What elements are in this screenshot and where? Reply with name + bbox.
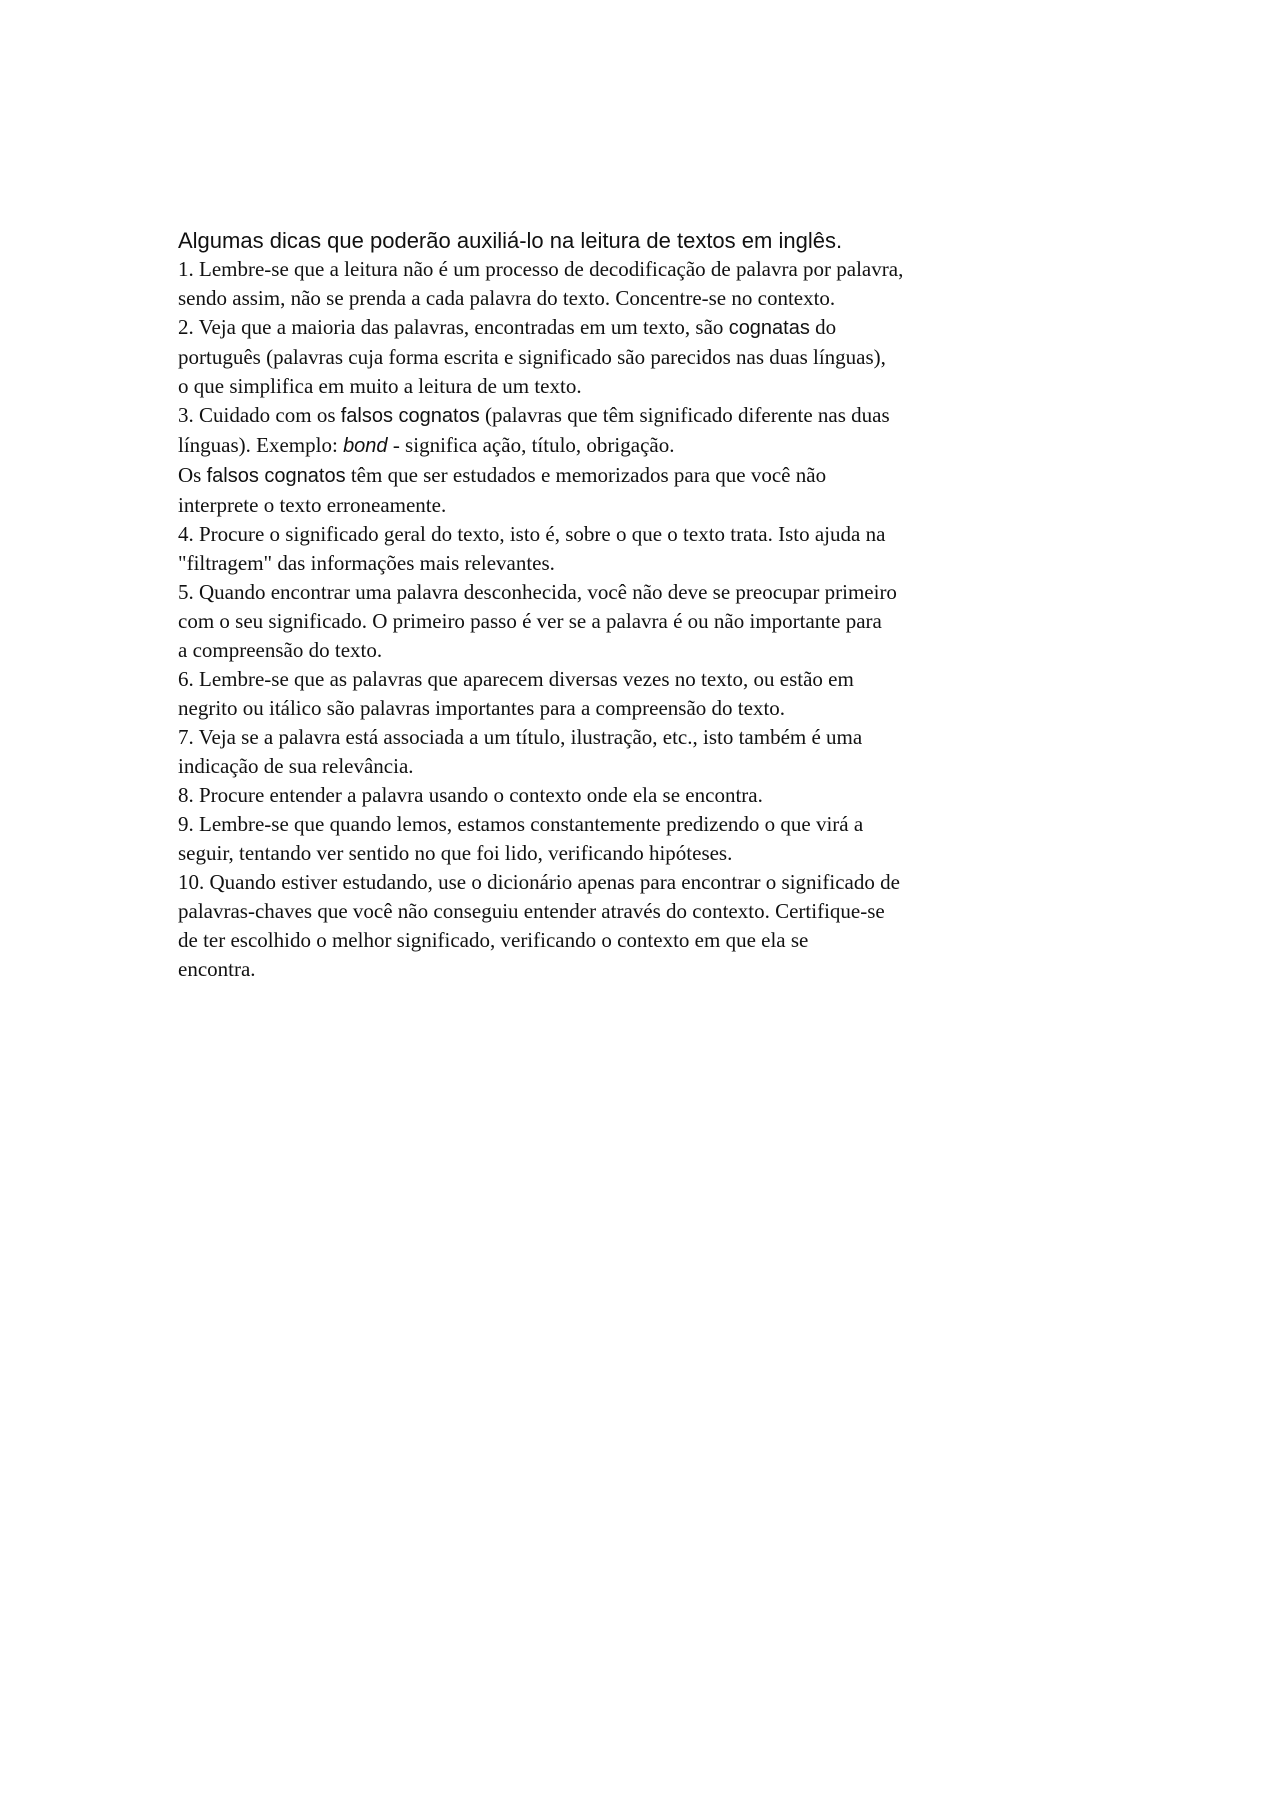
document-body: [178, 226, 1098, 984]
text-line: indicação de sua relevância.: [178, 754, 414, 778]
text-line: de ter escolhido o melhor significado, verificando o contexto em que ela se: [178, 928, 809, 952]
text-line: 7. Veja se a palavra está associada a um título, ilustração, etc., isto também é uma: [178, 725, 863, 749]
text-line: negrito ou itálico são palavras importantes para a compreensão do texto.: [178, 696, 786, 720]
text-line: 10. Quando estiver estudando, use o dicionário apenas para encontrar o significado de: [178, 870, 900, 894]
text-line: 9. Lembre-se que quando lemos, estamos constantemente predizendo o que virá a: [178, 812, 864, 836]
text-line: línguas). Exemplo: bond - significa ação, título, obrigação.: [178, 433, 675, 457]
text-line: sendo assim, não se prenda a cada palavra do texto. Concentre-se no contexto.: [178, 286, 836, 310]
text-line: palavras-chaves que você não conseguiu entender através do contexto. Certifique-se: [178, 899, 885, 923]
text-line: 5. Quando encontrar uma palavra desconhecida, você não deve se preocupar primeiro: [178, 580, 897, 604]
emphasized-term: bond: [343, 435, 388, 457]
emphasized-term: falsos cognatos: [340, 405, 480, 427]
text-line: 2. Veja que a maioria das palavras, encontradas em um texto, são cognatas do: [178, 315, 837, 339]
text-line: interprete o texto erroneamente.: [178, 493, 447, 517]
text-line: Os falsos cognatos têm que ser estudados e memorizados para que você não: [178, 463, 827, 487]
text-line: "filtragem" das informações mais relevantes.: [178, 551, 555, 575]
emphasized-term: cognatas: [728, 317, 810, 339]
text-line: 6. Lembre-se que as palavras que aparecem diversas vezes no texto, ou estão em: [178, 667, 854, 691]
text-line: 4. Procure o significado geral do texto, isto é, sobre o que o texto trata. Isto ajuda na: [178, 522, 886, 546]
text-line: seguir, tentando ver sentido no que foi lido, verificando hipóteses.: [178, 841, 733, 865]
text-line: 8. Procure entender a palavra usando o contexto onde ela se encontra.: [178, 783, 763, 807]
emphasized-term: falsos cognatos: [206, 465, 346, 487]
text-line: com o seu significado. O primeiro passo é ver se a palavra é ou não importante para: [178, 609, 882, 633]
text-line: português (palavras cuja forma escrita e significado são parecidos nas duas línguas),: [178, 345, 886, 369]
text-line: 3. Cuidado com os falsos cognatos (palavras que têm significado diferente nas duas: [178, 403, 890, 427]
document-title: Algumas dicas que poderão auxiliá-lo na leitura de textos em inglês.: [178, 228, 843, 253]
text-lines: [178, 255, 1098, 984]
text-line: 1. Lembre-se que a leitura não é um processo de decodificação de palavra por palavra,: [178, 257, 904, 281]
text-line: o que simplifica em muito a leitura de um texto.: [178, 374, 582, 398]
text-line: a compreensão do texto.: [178, 638, 383, 662]
text-line: encontra.: [178, 957, 256, 981]
